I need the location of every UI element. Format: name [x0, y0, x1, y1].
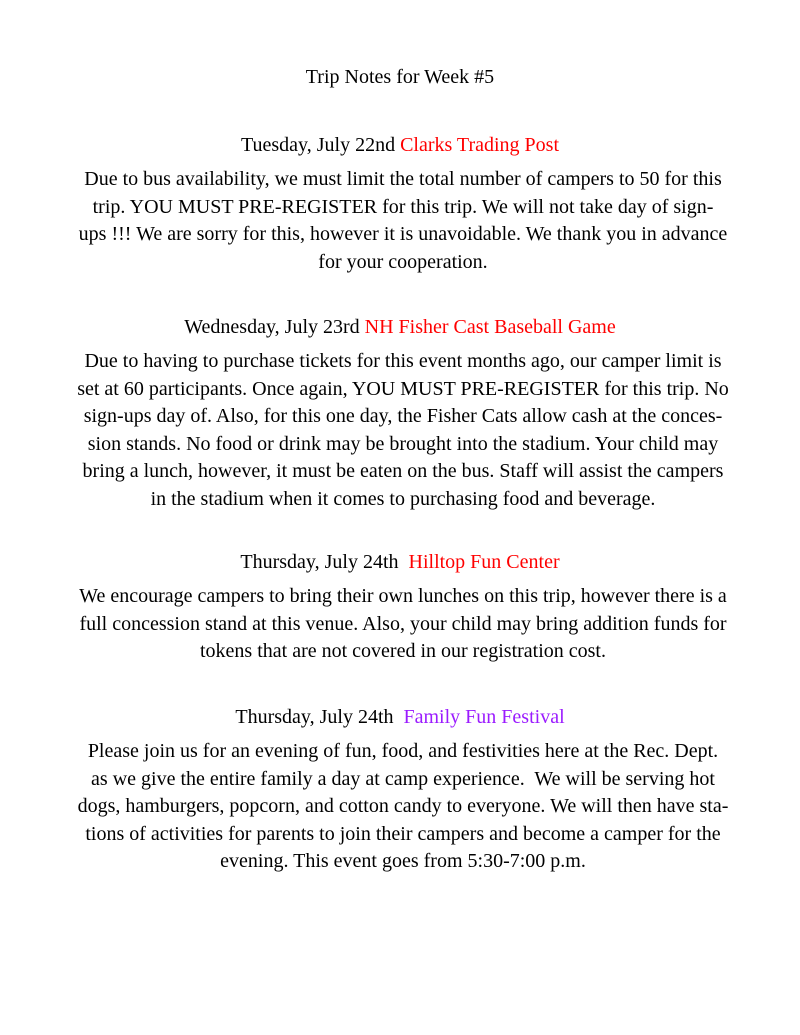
trip-heading — [0, 132, 800, 158]
description-line: evening. This event goes from 5:30-7:00 p.m. — [220, 850, 586, 872]
description-line: set at 60 participants. Once again, YOU MUST PRE-REGISTER for this trip. No — [77, 377, 729, 400]
trip-date: Thursday, July 24th — [235, 706, 404, 728]
description-line: We encourage campers to bring their own lunches on this trip, however there is a — [79, 585, 727, 607]
description-line: tokens that are not covered in our registration cost. — [200, 640, 606, 662]
trip-description — [58, 166, 748, 276]
description-line: bring a lunch, however, it must be eaten on the bus. Staff will assist the campers — [82, 460, 724, 482]
description-line: full concession stand at this venue. Also, your child may bring addition funds for — [79, 612, 727, 635]
trip-heading — [0, 704, 800, 730]
description-line: for your cooperation. — [318, 250, 488, 273]
trip-date: Tuesday, July 22nd — [240, 134, 401, 156]
description-line: Please join us for an evening of fun, food, and festivities here at the Rec. Dept. — [87, 740, 719, 762]
description-line: as we give the entire family a day at camp experience. We will be serving hot — [91, 767, 715, 790]
trip-date: Thursday, July 24th — [240, 551, 409, 573]
description-line: Due to bus availability, we must limit the total number of campers to 50 for this — [84, 168, 722, 190]
description-line: sion stands. No food or drink may be brought into the stadium. Your child may — [87, 432, 719, 455]
trip-event-name: Clarks Trading Post — [400, 134, 560, 156]
trip-event-name: Family Fun Festival — [403, 706, 565, 728]
trip-event-name: Hilltop Fun Center — [408, 551, 560, 573]
description-line: ups !!! We are sorry for this, however it is unavoidable. We thank you in advance — [78, 223, 728, 245]
trip-heading — [0, 549, 800, 575]
description-line: tions of activities for parents to join their campers and become a camper for the — [85, 822, 721, 845]
description-line: trip. YOU MUST PRE-REGISTER for this trip. We will not take day of sign- — [92, 195, 714, 218]
trip-date: Wednesday, July 23rd — [184, 316, 365, 338]
description-line: sign-ups day of. Also, for this one day, the Fisher Cats allow cash at the conces- — [83, 405, 723, 427]
trip-description — [58, 348, 748, 513]
description-line: in the stadium when it comes to purchasing food and beverage. — [150, 487, 656, 510]
trip-heading — [0, 314, 800, 340]
description-line: Due to having to purchase tickets for this event months ago, our camper limit is — [84, 350, 722, 372]
page-title: Trip Notes for Week #5 — [305, 66, 495, 88]
trip-event-name: NH Fisher Cast Baseball Game — [364, 316, 616, 338]
trip-description — [58, 583, 748, 666]
trip-description — [58, 738, 748, 876]
description-line: dogs, hamburgers, popcorn, and cotton candy to everyone. We will then have sta- — [77, 795, 729, 817]
